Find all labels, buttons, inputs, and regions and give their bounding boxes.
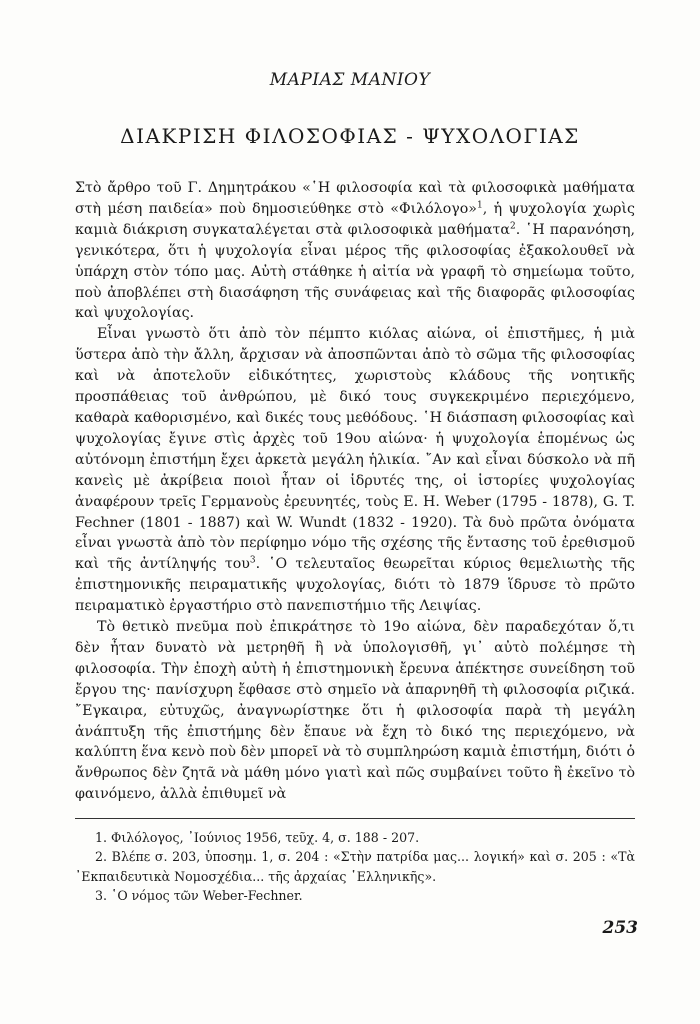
paragraph-1-text-b: , ἡ ψυχολογία χωρὶς καμιὰ διάκριση συγκαταλέγεται στὰ φιλοσοφικὰ μαθήματα (75, 200, 635, 238)
footnote-ref-2: 2 (509, 221, 516, 232)
footnote-3: 3. ῾Ο νόμος τῶν Weber-Fechner. (95, 888, 303, 904)
paragraph-2-text-b: . ῾Ο τελευταῖος θεωρεῖται κύριος θεμελιωτὴς τῆς ἐπιστημονικῆς πειραματικῆς ψυχολογίας, διότι τὸ 1879 ἵδρυσε τὸ πρῶτο πειραματικὸ ἐργαστήριο στὸ πανεπιστήμιο τῆς Λειψίας. (75, 556, 635, 615)
paragraph-2 (75, 324, 635, 617)
paragraph-1 (75, 178, 635, 324)
footnotes (75, 828, 635, 906)
paragraph-2-text-a: Εἶναι γνωστὸ ὅτι ἀπὸ τὸν πέμπτο κιόλας αἰώνα, οἱ ἐπιστῆμες, ἡ μιὰ ὕστερα ἀπὸ τὴν ἄλλη, ἄρχισαν νὰ ἀποσπῶνται ἀπὸ τὸ σῶμα τῆς φιλοσοφίας καὶ νὰ ἀποτελοῦν εἰδικότητες, χωριστοὺς κλάδους τῆς νοητικῆς προσπάθειας τοῦ ἀνθρώπου, μὲ δικό τους συγκεκριμένο περιεχόμενο, καθαρὰ καθορισμένο, καὶ δικές τους μεθόδους. ῾Η διάσπαση φιλοσοφίας καὶ ψυχολογίας ἔγινε στὶς ἀρχὲς τοῦ 19ου αἰώνα· ἡ ψυχολογία ἑπομένως ὡς αὐτόνομη ἐπιστήμη ἔχει ἀρκετὰ μεγάλη ἡλικία. ῎Αν καὶ εἶναι δύσκολο νὰ πῆ κανεὶς μὲ ἀκρίβεια ποιοὶ ἦταν οἱ ἱδρυτές της, οἱ ἱστορίες ψυχολογίας ἀναφέρουν τρεῖς Γερμανοὺς ἐρευνητές, τοὺς E. H. Weber (1795 - 1878), G. T. Fechner (1801 - 1887) καὶ W. Wundt (1832 - 1920). Τὰ δυὸ πρῶτα ὀνόματα εἶναι γνωστὰ ἀπὸ τὸν περίφημο νόμο τῆς σχέσης τῆς ἔντασης τοῦ ἐρεθισμοῦ καὶ τῆς ἀντίληψής του (75, 326, 635, 573)
author-heading: ΜΑΡΙΑΣ ΜΑΝΙΟΥ (269, 70, 431, 90)
page-number: 253 (602, 918, 638, 938)
footnote-ref-1: 1 (476, 200, 483, 211)
footnote-divider (75, 818, 635, 819)
paragraph-1-text-a: Στὸ ἄρθρο τοῦ Γ. Δημητράκου «῾Η φιλοσοφία καὶ τὰ φιλοσοφικὰ μαθήματα στὴ μέση παιδεία» ποὺ δημοσιεύθηκε στὸ «Φιλόλογο» (75, 180, 635, 217)
article-body (75, 178, 635, 805)
footnote-2: 2. Βλέπε σ. 203, ὑποσημ. 1, σ. 204 : «Στὴν πατρίδα μας... λογική» καὶ σ. 205 : «Τὰ ᾿Εκπαιδευτικὰ Νομοσχέδια... τῆς ἀρχαίας ῾Ελληνικῆς». (75, 849, 635, 884)
paragraph-1-text-c: . ῾Η παρανόηση, γενικότερα, ὅτι ἡ ψυχολογία εἶναι μέρος τῆς φιλοσοφίας ἐξακολουθεῖ νὰ ὑπάρχη στὸν τόπο μας. Αὐτὴ στάθηκε ἡ αἰτία νὰ γραφῆ τὸ σημείωμα τοῦτο, ποὺ ἀποβλέπει στὴ διασάφηση τῆς συνάφειας καὶ τῆς διαφορᾶς φιλοσοφίας καὶ ψυχολογίας. (75, 221, 635, 322)
footnote-1: 1. Φιλόλογος, ᾿Ιούνιος 1956, τεῦχ. 4, σ. 188 - 207. (95, 830, 420, 845)
article-title: ΔΙΑΚΡΙΣΗ ΦΙΛΟΣΟΦΙΑΣ - ΨΥΧΟΛΟΓΙΑΣ (120, 124, 580, 148)
footnote-ref-3: 3 (249, 555, 256, 566)
paragraph-3: Τὸ θετικὸ πνεῦμα ποὺ ἐπικράτησε τὸ 19ο αἰώνα, δὲν παραδεχόταν ὅ,τι δὲν ἦταν δυνατὸ νὰ μετρηθῆ ἢ νὰ ὑπολογισθῆ, γι᾿ αὐτὸ πολέμησε τὴ φιλοσοφία. Τὴν ἐποχὴ αὐτὴ ἡ ἐπιστημονικὴ ἔρευνα ἀπέκτησε συνείδηση τοῦ ἔργου της· πανίσχυρη ἔφθασε στὸ σημεῖο νὰ ἀπαρνηθῆ τὴ φιλοσοφία ριζικά. ῎Εγκαιρα, εὐτυχῶς, ἀναγνωρίστηκε ὅτι ἡ φιλοσοφία παρὰ τὴ μεγάλη ἀνάπτυξη τῆς ἐπιστήμης δὲν ἔπαυε νὰ ἔχη τὸ δικό της περιεχόμενο, νὰ καλύπτη ἕνα κενὸ ποὺ δὲν μπορεῖ νὰ τὸ συμπληρώση καμιὰ ἐπιστήμη, διότι ὁ ἄνθρωπος δὲν ζητᾶ νὰ μάθη μόνο γιατὶ καὶ πῶς συμβαίνει τοῦτο ἢ ἐκεῖνο τὸ φαινόμενο, ἀλλὰ ἐπιθυμεῖ νὰ (75, 619, 635, 803)
